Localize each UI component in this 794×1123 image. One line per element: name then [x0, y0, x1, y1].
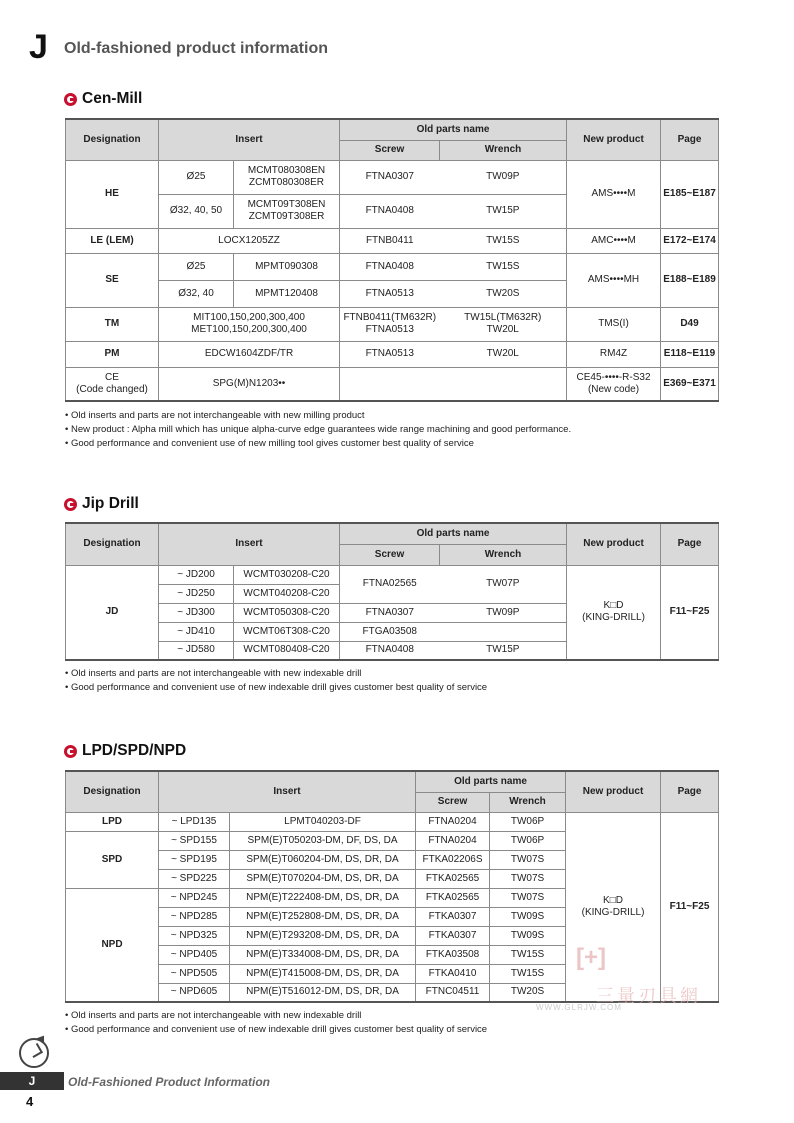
col-page: Page	[661, 523, 719, 565]
footer-title: Old-Fashioned Product Information	[68, 1075, 270, 1089]
section-title-cenmill	[64, 90, 142, 108]
wrench-cell: TW15P	[440, 641, 567, 660]
range-cell: ~ JD410	[159, 622, 234, 641]
insert-cell: WCMT06T308-C20	[234, 622, 340, 641]
diameter-cell: Ø32, 40, 50	[159, 194, 234, 228]
range-cell: ~ NPD405	[159, 945, 230, 964]
screw-cell: FTNB0411(TM632R) FTNA0513	[340, 307, 440, 341]
section-title-jipdrill	[64, 495, 139, 513]
insert-cell: NPM(E)T415008-DM, DS, DR, DA	[230, 964, 416, 983]
old-parts-cell	[340, 367, 567, 401]
screw-cell: FTKA0307	[416, 926, 490, 945]
designation-cell: LE (LEM)	[66, 228, 159, 253]
col-insert: Insert	[159, 771, 416, 812]
range-cell: ~ NPD605	[159, 983, 230, 1002]
wrench-cell: TW06P	[490, 831, 566, 850]
page-cell: F11~F25	[661, 565, 719, 660]
screw-cell: FTKA0410	[416, 964, 490, 983]
diameter-cell: Ø32, 40	[159, 280, 234, 307]
screw-cell: FTNA0307	[340, 603, 440, 622]
insert-cell: SPM(E)T070204-DM, DS, DR, DA	[230, 869, 416, 888]
col-screw: Screw	[340, 544, 440, 565]
table-row	[66, 812, 719, 831]
screw-cell: FTGA03508	[340, 622, 440, 641]
col-wrench: Wrench	[440, 544, 567, 565]
insert-cell: WCMT040208-C20	[234, 584, 340, 603]
wrench-cell: TW15L(TM632R) TW20L	[440, 307, 567, 341]
insert-cell: NPM(E)T222408-DM, DS, DR, DA	[230, 888, 416, 907]
insert-cell: NPM(E)T516012-DM, DS, DR, DA	[230, 983, 416, 1002]
col-designation: Designation	[66, 119, 159, 160]
wrench-cell: TW15S	[440, 228, 567, 253]
screw-cell: FTNA0513	[340, 280, 440, 307]
insert-cell: NPM(E)T252808-DM, DS, DR, DA	[230, 907, 416, 926]
col-designation: Designation	[66, 523, 159, 565]
wrench-cell: TW09P	[440, 603, 567, 622]
note: • Old inserts and parts are not interchangeable with new indexable drill	[65, 668, 362, 679]
col-new-product: New product	[567, 119, 661, 160]
page-cell: D49	[661, 307, 719, 341]
col-insert: Insert	[159, 523, 340, 565]
section-title-text: Cen-Mill	[82, 90, 143, 107]
designation-cell: HE	[66, 160, 159, 228]
insert-cell: MPMT120408	[234, 280, 340, 307]
range-cell: ~ NPD285	[159, 907, 230, 926]
page-cell: E172~E174	[661, 228, 719, 253]
screw-cell: FTNA0408	[340, 253, 440, 280]
new-product-cell: K□D (KING-DRILL)	[567, 565, 661, 660]
watermark-text: 三量刃具網	[596, 986, 701, 1006]
section-bullet-icon	[64, 745, 77, 758]
range-cell: ~ NPD245	[159, 888, 230, 907]
note: • Good performance and convenient use of new indexable drill gives customer best quality of service	[65, 682, 488, 693]
new-product-cell: RM4Z	[567, 341, 661, 367]
section-title-text: Jip Drill	[82, 495, 139, 512]
designation-cell: SE	[66, 253, 159, 307]
note: • Good performance and convenient use of new milling tool gives customer best quality of service	[65, 438, 474, 449]
screw-cell: FTNA0204	[416, 812, 490, 831]
col-old-parts: Old parts name	[340, 523, 567, 544]
new-product-cell: AMS••••MH	[567, 253, 661, 307]
wrench-cell: TW09S	[490, 926, 566, 945]
wrench-cell: TW07S	[490, 888, 566, 907]
note: • New product : Alpha mill which has unique alpha-curve edge guarantees wide range machining and good performance.	[65, 424, 572, 435]
wrench-cell: TW15S	[440, 253, 567, 280]
page-cell: E369~E371	[661, 367, 719, 401]
refresh-icon	[19, 1038, 49, 1068]
range-cell: ~ SPD195	[159, 850, 230, 869]
wrench-cell: TW06P	[490, 812, 566, 831]
insert-cell: SPM(E)T060204-DM, DS, DR, DA	[230, 850, 416, 869]
note: • Old inserts and parts are not interchangeable with new milling product	[65, 410, 365, 421]
col-wrench: Wrench	[490, 792, 566, 812]
col-new-product: New product	[567, 523, 661, 565]
new-product-cell: AMC••••M	[567, 228, 661, 253]
screw-cell: FTNA0408	[340, 641, 440, 660]
col-old-parts: Old parts name	[340, 119, 567, 140]
screw-cell: FTKA03508	[416, 945, 490, 964]
insert-cell: MPMT090308	[234, 253, 340, 280]
lpd-table	[65, 770, 719, 1003]
screw-cell: FTNA02565	[340, 565, 440, 603]
designation-cell: JD	[66, 565, 159, 660]
insert-cell: WCMT080408-C20	[234, 641, 340, 660]
designation-cell: NPD	[66, 888, 159, 1002]
screw-cell: FTKA02206S	[416, 850, 490, 869]
wrench-cell: TW15S	[490, 964, 566, 983]
insert-cell: MCMT080308EN ZCMT080308ER	[234, 160, 340, 194]
col-page: Page	[661, 119, 719, 160]
page-cell: F11~F25	[661, 812, 719, 1002]
insert-cell: WCMT050308-C20	[234, 603, 340, 622]
wrench-cell: TW09P	[440, 160, 567, 194]
footer-chapter-tab: J	[0, 1072, 64, 1090]
range-cell: ~ JD250	[159, 584, 234, 603]
screw-cell: FTNC04511	[416, 983, 490, 1002]
insert-cell: SPM(E)T050203-DM, DF, DS, DA	[230, 831, 416, 850]
wrench-cell: TW20S	[490, 983, 566, 1002]
cenmill-table	[65, 118, 719, 402]
screw-cell: FTNA0408	[340, 194, 440, 228]
diameter-cell: Ø25	[159, 253, 234, 280]
designation-cell: CE (Code changed)	[66, 367, 159, 401]
col-new-product: New product	[566, 771, 661, 812]
range-cell: ~ JD200	[159, 565, 234, 584]
screw-cell: FTNA0204	[416, 831, 490, 850]
wrench-cell: TW09S	[490, 907, 566, 926]
screw-cell: FTKA02565	[416, 888, 490, 907]
jipdrill-table	[65, 522, 719, 661]
insert-cell: WCMT030208-C20	[234, 565, 340, 584]
table-row	[66, 565, 719, 584]
insert-cell: MIT100,150,200,300,400 MET100,150,200,300,400	[159, 307, 340, 341]
col-screw: Screw	[416, 792, 490, 812]
range-cell: ~ NPD325	[159, 926, 230, 945]
page-cell: E185~E187	[661, 160, 719, 228]
designation-cell: PM	[66, 341, 159, 367]
range-cell: ~ SPD225	[159, 869, 230, 888]
wrench-cell: TW20S	[440, 280, 567, 307]
jipdrill-notes	[65, 667, 487, 695]
designation-cell: SPD	[66, 831, 159, 888]
wrench-cell	[440, 622, 567, 641]
range-cell: ~ NPD505	[159, 964, 230, 983]
page-number: 4	[26, 1094, 34, 1109]
section-title-text: LPD/SPD/NPD	[82, 742, 187, 759]
wrench-cell: TW07P	[440, 565, 567, 603]
new-product-cell: AMS••••M	[567, 160, 661, 228]
designation-cell: TM	[66, 307, 159, 341]
designation-cell: LPD	[66, 812, 159, 831]
screw-cell: FTNA0513	[340, 341, 440, 367]
wrench-cell: TW07S	[490, 869, 566, 888]
wrench-cell: TW15S	[490, 945, 566, 964]
new-product-cell: TMS(I)	[567, 307, 661, 341]
section-bullet-icon	[64, 498, 77, 511]
insert-cell: LPMT040203-DF	[230, 812, 416, 831]
insert-cell: EDCW1604ZDF/TR	[159, 341, 340, 367]
page-cell: E118~E119	[661, 341, 719, 367]
watermark-logo: [+]	[576, 944, 606, 971]
note: • Old inserts and parts are not interchangeable with new indexable drill	[65, 1010, 362, 1021]
section-title-lpd	[64, 742, 186, 760]
wrench-cell: TW20L	[440, 341, 567, 367]
col-insert: Insert	[159, 119, 340, 160]
new-product-cell: K□D (KING-DRILL)	[566, 812, 661, 1002]
col-screw: Screw	[340, 140, 440, 160]
chapter-letter: J	[29, 28, 48, 66]
range-cell: ~ SPD155	[159, 831, 230, 850]
table-row	[66, 160, 719, 194]
insert-cell: LOCX1205ZZ	[159, 228, 340, 253]
screw-cell: FTKA02565	[416, 869, 490, 888]
range-cell: ~ JD300	[159, 603, 234, 622]
insert-cell: NPM(E)T293208-DM, DS, DR, DA	[230, 926, 416, 945]
watermark-url: WWW.GLRJW.COM	[536, 1003, 622, 1012]
table-row	[66, 228, 719, 253]
note: • Good performance and convenient use of new indexable drill gives customer best quality of service	[65, 1024, 488, 1035]
insert-cell: MCMT09T308EN ZCMT09T308ER	[234, 194, 340, 228]
table-row	[66, 307, 719, 341]
table-row	[66, 341, 719, 367]
wrench-cell: TW15P	[440, 194, 567, 228]
range-cell: ~ JD580	[159, 641, 234, 660]
table-row	[66, 367, 719, 401]
col-page: Page	[661, 771, 719, 812]
lpd-notes	[65, 1009, 487, 1037]
col-wrench: Wrench	[440, 140, 567, 160]
screw-cell: FTKA0307	[416, 907, 490, 926]
insert-cell: SPG(M)N1203••	[159, 367, 340, 401]
wrench-cell: TW07S	[490, 850, 566, 869]
cenmill-notes	[65, 409, 571, 451]
range-cell: ~ LPD135	[159, 812, 230, 831]
page-cell: E188~E189	[661, 253, 719, 307]
new-product-cell: CE45-••••-R-S32 (New code)	[567, 367, 661, 401]
section-bullet-icon	[64, 93, 77, 106]
page-title: Old-fashioned product information	[64, 40, 328, 57]
col-old-parts: Old parts name	[416, 771, 566, 792]
col-designation: Designation	[66, 771, 159, 812]
insert-cell: NPM(E)T334008-DM, DS, DR, DA	[230, 945, 416, 964]
screw-cell: FTNB0411	[340, 228, 440, 253]
diameter-cell: Ø25	[159, 160, 234, 194]
table-row	[66, 253, 719, 280]
screw-cell: FTNA0307	[340, 160, 440, 194]
